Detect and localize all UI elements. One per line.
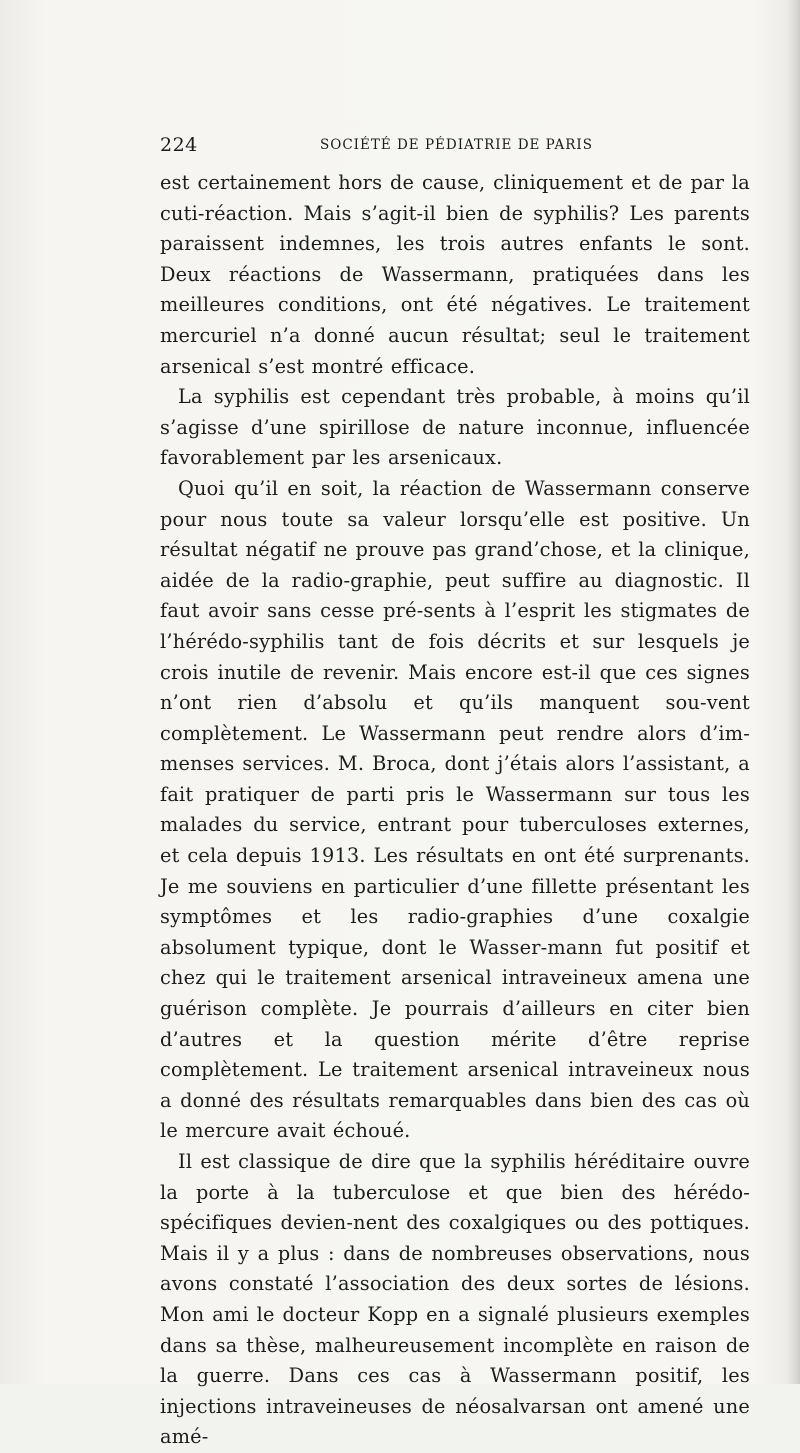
body-text: [160, 168, 750, 1453]
paragraph-3: Quoi qu’il en soit, la réaction de Wassermann conserve pour nous toute sa valeur lorsqu’elle est positive. Un résultat négatif ne prouve pas grand’chose, et la clinique, aidée de la radio-graphie, peut suffire au diagnostic. Il faut avoir sans cesse pré-sents à l’esprit les stigmates de l’hérédo-syphilis tant de fois décrits et sur lesquels je crois inutile de revenir. Mais encore est-il que ces signes n’ont rien d’absolu et qu’ils manquent sou-vent complètement. Le Wassermann peut rendre alors d’im-menses services. M. Broca, dont j’étais alors l’assistant, a fait pratiquer de parti pris le Wassermann sur tous les malades du service, entrant pour tuberculoses externes, et cela depuis 1913. Les résultats en ont été surprenants. Je me souviens en particulier d’une fillette présentant les symptômes et les radio-graphies d’une coxalgie absolument typique, dont le Wasser-mann fut positif et chez qui le traitement arsenical intraveineux amena une guérison complète. Je pourrais d’ailleurs en citer bien d’autres et la question mérite d’être reprise complètement. Le traitement arsenical intraveineux nous a donné des résultats remarquables dans bien des cas où le mercure avait échoué.: [160, 476, 750, 1143]
paragraph-2: La syphilis est cependant très probable, à moins qu’il s’agisse d’une spirillose de nature inconnue, influencée favorablement par les arsenicaux.: [160, 385, 750, 470]
page-number: 224: [160, 134, 198, 156]
page-header: [160, 130, 750, 160]
running-title: SOCIÉTÉ DE PÉDIATRIE DE PARIS: [320, 137, 594, 153]
page-edge-shadow: [786, 0, 800, 1384]
paragraph-4: Il est classique de dire que la syphilis héréditaire ouvre la porte à la tuberculose et que bien des hérédo-spécifiques devien-nent des coxalgiques ou des pottiques. Mais il y a plus : dans de nombreuses observations, nous avons constaté l’association des deux sortes de lésions. Mon ami le docteur Kopp en a signalé plusieurs exemples dans sa thèse, malheureusement incomplète en raison de la guerre. Dans ces cas à Wassermann positif, les injections intraveineuses de néosalvarsan ont amené une amé-: [160, 1150, 750, 1449]
paragraph-1: est certainement hors de cause, cliniquement et de par la cuti-réaction. Mais s’agit-il bien de syphilis? Les parents paraissent indemnes, les trois autres enfants le sont. Deux réactions de Wassermann, pratiquées dans les meilleures conditions, ont été négatives. Le traitement mercuriel n’a donné aucun résultat; seul le traitement arsenical s’est montré efficace.: [160, 171, 750, 378]
